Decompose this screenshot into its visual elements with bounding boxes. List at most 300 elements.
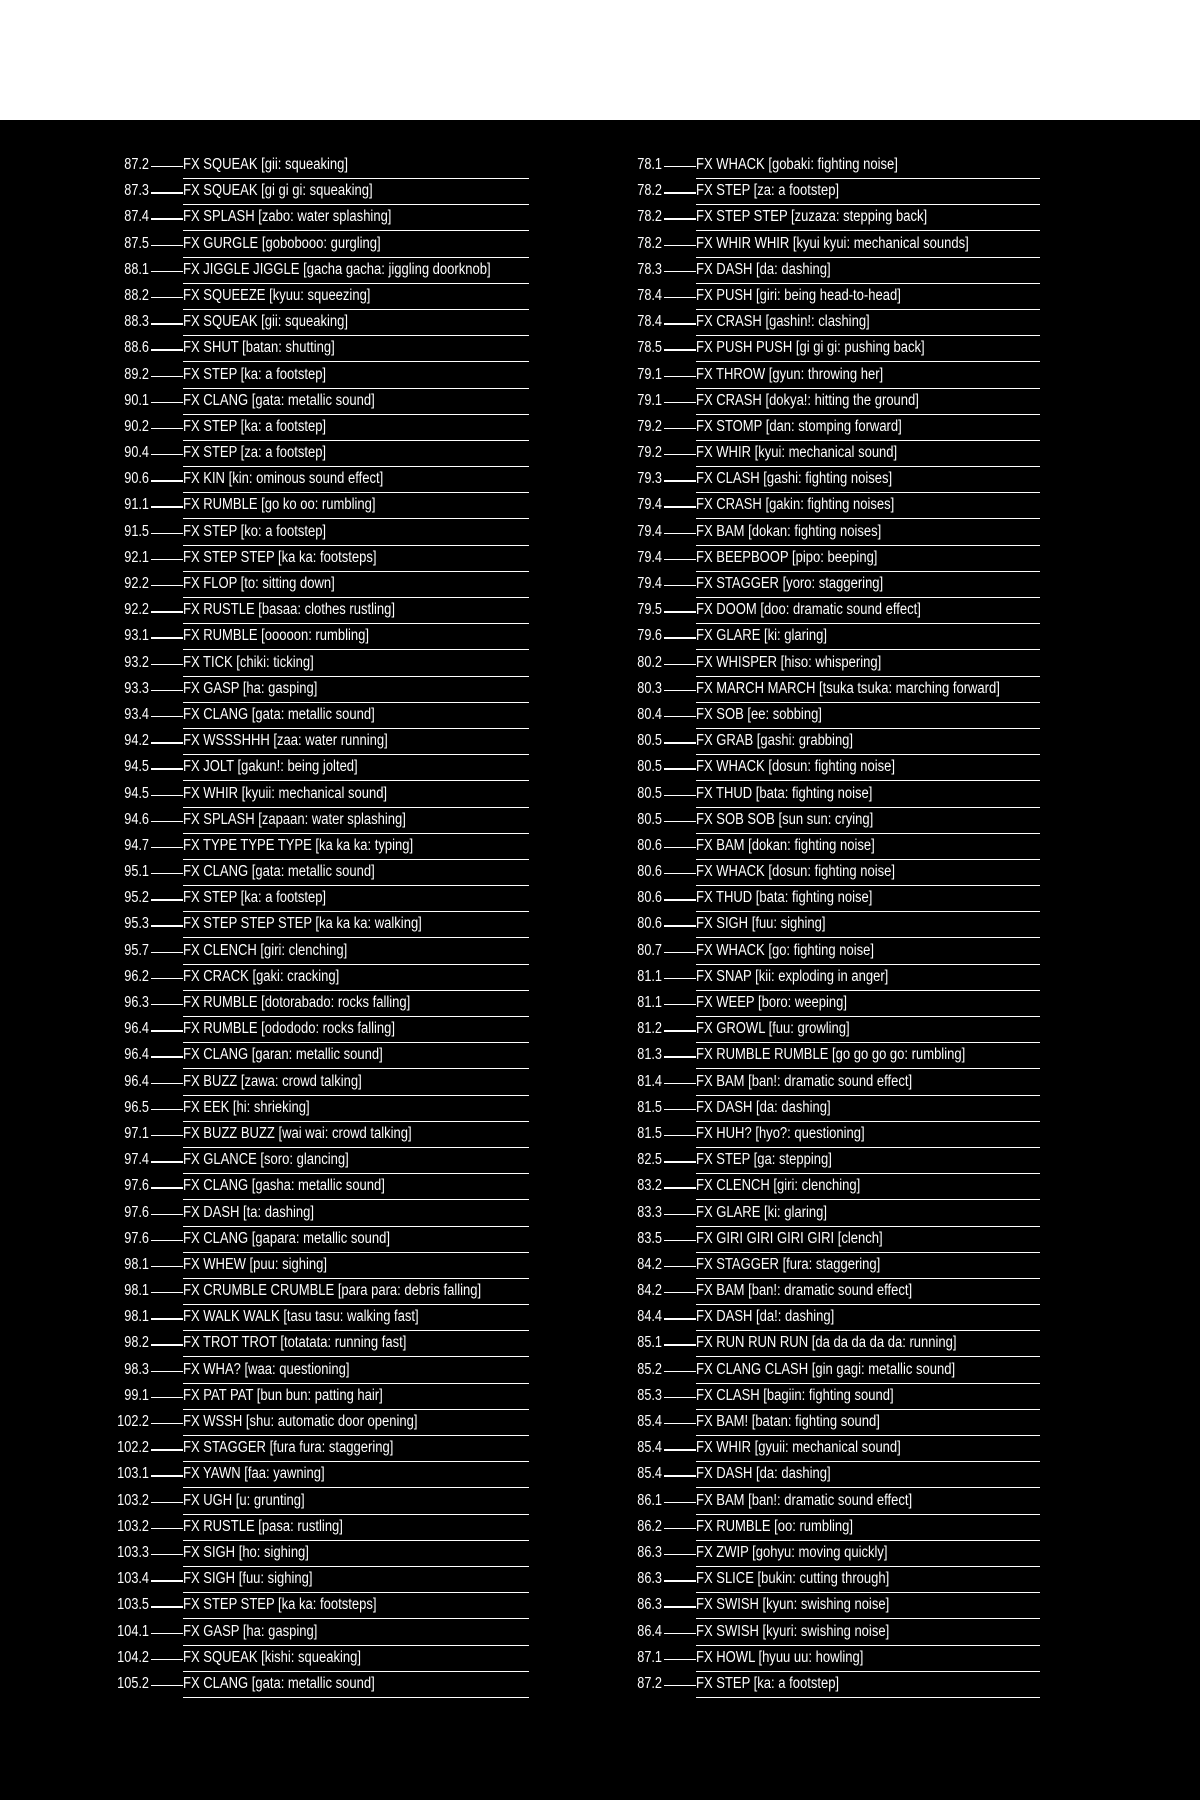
sfx-entry	[103, 836, 529, 862]
leader-line	[151, 821, 183, 822]
sfx-text-cell	[696, 1595, 1040, 1619]
leader-line	[151, 166, 183, 167]
sfx-entry	[103, 862, 529, 888]
sfx-entry	[103, 1622, 529, 1648]
sfx-text: FX CLENCH [giri: clenching]	[696, 1177, 861, 1195]
sfx-entry	[616, 155, 1040, 181]
page-number: 94.5	[124, 784, 149, 802]
sfx-text-cell	[696, 1229, 1040, 1253]
leader-line	[151, 1240, 183, 1241]
sfx-text-cell	[183, 914, 529, 938]
page-number: 86.3	[637, 1570, 662, 1588]
sfx-text-cell	[183, 993, 529, 1017]
sfx-text: FX HOWL [hyuu uu: howling]	[696, 1648, 864, 1666]
page-number: 78.5	[637, 339, 662, 357]
page-number: 79.2	[637, 417, 662, 435]
page-number: 104.2	[117, 1648, 149, 1666]
sfx-text: FX WHACK [gobaki: fighting noise]	[696, 156, 898, 173]
leader-line	[151, 1449, 183, 1450]
leader-line	[664, 1318, 696, 1319]
sfx-text: FX RUMBLE [odododo: rocks falling]	[183, 1020, 396, 1038]
leader-line	[151, 795, 183, 796]
leader-line	[664, 218, 696, 219]
sfx-entry	[616, 600, 1040, 626]
page-number: 87.4	[124, 208, 149, 226]
sfx-entry	[103, 312, 529, 338]
sfx-text-cell	[183, 836, 529, 860]
leader-line	[664, 1685, 696, 1686]
sfx-text: FX CLANG CLASH [gin gagi: metallic sound]	[696, 1360, 956, 1378]
page-number: 97.4	[124, 1151, 149, 1169]
leader-line	[664, 1554, 696, 1555]
page-number: 87.2	[124, 156, 149, 173]
leader-line	[151, 611, 183, 612]
sfx-text-cell	[183, 1333, 529, 1357]
sfx-text: FX SIGH [ho: sighing]	[183, 1543, 309, 1561]
sfx-text: FX EEK [hi: shrieking]	[183, 1098, 310, 1116]
leader-line	[151, 454, 183, 455]
page-number: 81.1	[637, 967, 662, 985]
page-number: 98.1	[124, 1308, 149, 1326]
sfx-text: FX STAGGER [yoro: staggering]	[696, 575, 884, 592]
page-number: 88.6	[124, 339, 149, 357]
leader-line	[664, 821, 696, 822]
sfx-text-cell	[696, 155, 1040, 179]
sfx-text-cell	[183, 810, 529, 834]
sfx-entry	[103, 1307, 529, 1333]
sfx-text: FX CLASH [gashi: fighting noises]	[696, 470, 893, 488]
leader-line	[151, 376, 183, 377]
sfx-text: FX GURGLE [gobobooo: gurgling]	[183, 234, 381, 252]
sfx-entry	[616, 1491, 1040, 1517]
sfx-entry	[103, 207, 529, 233]
sfx-entry	[103, 967, 529, 993]
sfx-entry	[616, 548, 1040, 574]
sfx-text: FX STEP STEP [zuzaza: stepping back]	[696, 208, 928, 226]
sfx-entry	[103, 1438, 529, 1464]
sfx-text: FX WHIR WHIR [kyui kyui: mechanical sounds]	[696, 234, 969, 252]
sfx-text: FX STEP [ka: a footstep]	[183, 417, 327, 435]
sfx-text-cell	[183, 234, 529, 258]
sfx-text: FX THROW [gyun: throwing her]	[696, 365, 884, 383]
sfx-text-cell	[696, 417, 1040, 441]
sfx-text-cell	[183, 941, 529, 965]
sfx-text-cell	[183, 1124, 529, 1148]
leader-line	[664, 978, 696, 979]
sfx-entry	[616, 1595, 1040, 1621]
sfx-entry	[103, 1255, 529, 1281]
sfx-text-cell	[696, 495, 1040, 519]
page-number: 85.4	[637, 1413, 662, 1430]
page-number: 78.4	[637, 286, 662, 304]
sfx-text: FX SQUEAK [gii: squeaking]	[183, 313, 348, 331]
sfx-text-cell	[696, 1360, 1040, 1384]
page-number: 103.5	[117, 1596, 149, 1614]
leader-line	[664, 847, 696, 848]
leader-line	[664, 1344, 696, 1345]
sfx-text: FX PUSH [giri: being head-to-head]	[696, 286, 901, 304]
page-number: 83.5	[637, 1229, 662, 1247]
sfx-text-cell	[183, 1464, 529, 1488]
page-number: 103.2	[117, 1517, 149, 1535]
page-number: 78.1	[637, 156, 662, 173]
leader-line	[151, 585, 183, 586]
sfx-entry	[103, 548, 529, 574]
sfx-text-cell	[183, 1569, 529, 1593]
page-number: 80.5	[637, 732, 662, 750]
leader-line	[664, 1633, 696, 1634]
sfx-text: FX MARCH MARCH [tsuka tsuka: marching forward]	[696, 679, 1000, 697]
sfx-text: FX WALK WALK [tasu tasu: walking fast]	[183, 1308, 419, 1326]
sfx-text: FX GIRI GIRI GIRI GIRI [clench]	[696, 1229, 883, 1247]
sfx-text-cell	[696, 1674, 1040, 1698]
page-number: 90.2	[124, 417, 149, 435]
sfx-text-cell	[696, 1386, 1040, 1410]
sfx-text: FX TICK [chiki: ticking]	[183, 653, 314, 671]
sfx-text-cell	[183, 391, 529, 415]
sfx-entry	[616, 1203, 1040, 1229]
leader-line	[664, 192, 696, 193]
page-number: 85.4	[637, 1465, 662, 1483]
sfx-text: FX CLANG [gata: metallic sound]	[183, 705, 375, 723]
leader-line	[151, 480, 183, 481]
sfx-text-cell	[696, 626, 1040, 650]
sfx-entry	[616, 260, 1040, 286]
page-number: 81.4	[637, 1072, 662, 1090]
page-number: 81.2	[637, 1020, 662, 1038]
page-number: 98.1	[124, 1255, 149, 1273]
sfx-text-cell	[183, 1622, 529, 1646]
leader-line	[664, 1083, 696, 1084]
leader-line	[664, 323, 696, 324]
leader-line	[664, 1292, 696, 1293]
page-number: 81.1	[637, 994, 662, 1011]
page-number: 79.4	[637, 575, 662, 592]
sfx-entry	[103, 338, 529, 364]
sfx-entry	[103, 1045, 529, 1071]
sfx-text-cell	[696, 1307, 1040, 1331]
sfx-text-cell	[183, 967, 529, 991]
sfx-text-cell	[696, 391, 1040, 415]
sfx-text-cell	[183, 1674, 529, 1698]
sfx-text-cell	[696, 1203, 1040, 1227]
sfx-text: FX WHIR [gyuii: mechanical sound]	[696, 1439, 901, 1457]
page-number: 90.4	[124, 444, 149, 462]
page-number: 82.5	[637, 1151, 662, 1169]
page-number: 93.3	[124, 679, 149, 697]
sfx-text-cell	[183, 1360, 529, 1384]
sfx-text-cell	[183, 548, 529, 572]
page-number: 78.2	[637, 234, 662, 252]
leader-line	[151, 768, 183, 769]
sfx-text-cell	[696, 469, 1040, 493]
sfx-entry	[103, 1543, 529, 1569]
page-number: 92.2	[124, 601, 149, 619]
sfx-text: FX SQUEAK [kishi: squeaking]	[183, 1648, 362, 1666]
leader-line	[664, 742, 696, 743]
page-number: 94.6	[124, 810, 149, 828]
sfx-entry	[103, 1595, 529, 1621]
sfx-text: FX CRASH [dokya!: hitting the ground]	[696, 391, 919, 409]
leader-line	[664, 166, 696, 167]
page-number: 98.3	[124, 1360, 149, 1378]
sfx-text-cell	[696, 207, 1040, 231]
page-number: 93.1	[124, 627, 149, 645]
leader-line	[151, 1214, 183, 1215]
sfx-text-cell	[183, 1438, 529, 1462]
sfx-text: FX BUZZ BUZZ [wai wai: crowd talking]	[183, 1124, 412, 1142]
sfx-text: FX CLENCH [giri: clenching]	[183, 941, 348, 959]
sfx-text-cell	[696, 1255, 1040, 1279]
sfx-text: FX STEP [ka: a footstep]	[183, 889, 327, 907]
leader-line	[151, 1502, 183, 1503]
sfx-entry	[616, 391, 1040, 417]
sfx-text: FX BUZZ [zawa: crowd talking]	[183, 1072, 362, 1090]
sfx-entry	[616, 1045, 1040, 1071]
sfx-entry	[103, 810, 529, 836]
sfx-entry	[103, 888, 529, 914]
leader-line	[664, 402, 696, 403]
page-number: 92.1	[124, 548, 149, 566]
leader-line	[664, 1502, 696, 1503]
leader-line	[151, 1109, 183, 1110]
leader-line	[664, 1056, 696, 1057]
sfx-text: FX CRASH [gakin: fighting noises]	[696, 496, 895, 514]
page-number: 93.2	[124, 653, 149, 671]
page-number: 83.3	[637, 1203, 662, 1221]
sfx-text: FX DASH [da: dashing]	[696, 260, 831, 278]
sfx-text: FX DASH [ta: dashing]	[183, 1203, 314, 1221]
page-number: 86.1	[637, 1491, 662, 1509]
sfx-text-cell	[183, 1281, 529, 1305]
sfx-text: FX STEP [ka: a footstep]	[696, 1674, 840, 1692]
sfx-text-cell	[696, 836, 1040, 860]
page-number: 80.6	[637, 915, 662, 933]
page-number: 85.4	[637, 1439, 662, 1457]
leader-line	[151, 1083, 183, 1084]
sfx-text-cell	[183, 286, 529, 310]
sfx-text: FX KIN [kin: ominous sound effect]	[183, 470, 384, 488]
sfx-text-cell	[696, 810, 1040, 834]
leader-line	[664, 1423, 696, 1424]
sfx-text-cell	[696, 862, 1040, 886]
sfx-text: FX GLARE [ki: glaring]	[696, 1203, 827, 1221]
page-number: 87.5	[124, 234, 149, 252]
sfx-text-cell	[696, 1412, 1040, 1436]
sfx-entry	[616, 522, 1040, 548]
sfx-text: FX SWISH [kyuri: swishing noise]	[696, 1622, 890, 1640]
page-number: 102.2	[117, 1413, 149, 1430]
sfx-text: FX WSSH [shu: automatic door opening]	[183, 1413, 418, 1430]
sfx-text: FX DASH [da!: dashing]	[696, 1308, 835, 1326]
sfx-entry	[616, 1386, 1040, 1412]
sfx-text-cell	[183, 731, 529, 755]
sfx-entry	[103, 1098, 529, 1124]
sfx-entry	[616, 1229, 1040, 1255]
leader-line	[664, 899, 696, 900]
sfx-text: FX RUSTLE [pasa: rustling]	[183, 1517, 343, 1535]
sfx-text: FX WHACK [dosun: fighting noise]	[696, 863, 896, 881]
page-number: 94.2	[124, 732, 149, 750]
page-number: 90.1	[124, 391, 149, 409]
sfx-entry	[103, 1072, 529, 1098]
sfx-entry	[103, 1333, 529, 1359]
page-number: 95.2	[124, 889, 149, 907]
sfx-text-cell	[696, 1019, 1040, 1043]
sfx-text: FX BAM! [batan: fighting sound]	[696, 1413, 880, 1430]
leader-line	[664, 768, 696, 769]
sfx-entry	[616, 338, 1040, 364]
sfx-text-cell	[696, 1124, 1040, 1148]
sfx-text-cell	[183, 862, 529, 886]
sfx-text-cell	[696, 443, 1040, 467]
sfx-text: FX BAM [ban!: dramatic sound effect]	[696, 1491, 913, 1509]
leader-line	[151, 218, 183, 219]
page-number: 81.5	[637, 1098, 662, 1116]
page-number: 79.1	[637, 365, 662, 383]
sfx-text-cell	[183, 1386, 529, 1410]
sfx-text: FX SPLASH [zapaan: water splashing]	[183, 810, 406, 828]
page-number: 90.6	[124, 470, 149, 488]
sfx-text: FX THUD [bata: fighting noise]	[696, 889, 873, 907]
page-number: 84.4	[637, 1308, 662, 1326]
sfx-text-cell	[183, 784, 529, 808]
sfx-text: FX DOOM [doo: dramatic sound effect]	[696, 601, 921, 619]
sfx-entry	[103, 600, 529, 626]
sfx-entry	[616, 836, 1040, 862]
sfx-entry	[103, 653, 529, 679]
sfx-entry	[616, 1176, 1040, 1202]
sfx-text: FX GRAB [gashi: grabbing]	[696, 732, 854, 750]
page-number: 105.2	[117, 1674, 149, 1692]
leader-line	[664, 690, 696, 691]
sfx-text: FX CRACK [gaki: cracking]	[183, 967, 340, 985]
leader-line	[151, 1344, 183, 1345]
sfx-entry	[103, 784, 529, 810]
sfx-text-cell	[696, 1464, 1040, 1488]
leader-line	[151, 428, 183, 429]
leader-line	[664, 1135, 696, 1136]
leader-line	[664, 952, 696, 953]
sfx-text-cell	[183, 207, 529, 231]
sfx-text: FX TYPE TYPE TYPE [ka ka ka: typing]	[183, 836, 414, 854]
leader-line	[151, 1135, 183, 1136]
sfx-text-cell	[696, 260, 1040, 284]
sfx-text: FX WHIR [kyuii: mechanical sound]	[183, 784, 388, 802]
sfx-entry	[616, 679, 1040, 705]
sfx-text: FX CLANG [gapara: metallic sound]	[183, 1229, 390, 1247]
leader-line	[664, 533, 696, 534]
sfx-entry	[616, 784, 1040, 810]
page-number: 94.5	[124, 758, 149, 776]
leader-line	[151, 402, 183, 403]
sfx-entry	[103, 1203, 529, 1229]
sfx-text: FX STEP [ga: stepping]	[696, 1151, 832, 1169]
sfx-text-cell	[696, 914, 1040, 938]
sfx-text: FX YAWN [faa: yawning]	[183, 1465, 325, 1483]
sfx-entry	[103, 1124, 529, 1150]
sfx-text: FX BAM [ban!: dramatic sound effect]	[696, 1282, 913, 1300]
sfx-entry	[616, 312, 1040, 338]
leader-line	[151, 1685, 183, 1686]
leader-line	[664, 1109, 696, 1110]
leader-line	[151, 1030, 183, 1031]
sfx-text: FX RUMBLE [dotorabado: rocks falling]	[183, 994, 411, 1011]
page-number: 103.2	[117, 1491, 149, 1509]
leader-line	[151, 1397, 183, 1398]
page-number: 80.2	[637, 653, 662, 671]
leader-line	[151, 271, 183, 272]
sfx-entry	[616, 862, 1040, 888]
page-number: 79.4	[637, 522, 662, 540]
sfx-text: FX SQUEEZE [kyuu: squeezing]	[183, 286, 371, 304]
leader-line	[664, 1240, 696, 1241]
leader-line	[664, 1528, 696, 1529]
leader-line	[151, 297, 183, 298]
sfx-text: FX STAGGER [fura fura: staggering]	[183, 1439, 394, 1457]
sfx-text: FX STEP [ka: a footstep]	[183, 365, 327, 383]
sfx-text-cell	[183, 1595, 529, 1619]
sfx-entry	[616, 705, 1040, 731]
sfx-text: FX SWISH [kyun: swishing noise]	[696, 1596, 890, 1614]
sfx-text: FX RUMBLE [go ko oo: rumbling]	[183, 496, 376, 514]
sfx-entry	[616, 757, 1040, 783]
sfx-entry	[616, 993, 1040, 1019]
page-number: 88.3	[124, 313, 149, 331]
sfx-text: FX STEP STEP [ka ka: footsteps]	[183, 548, 377, 566]
sfx-text-cell	[183, 522, 529, 546]
sfx-text: FX WHACK [go: fighting noise]	[696, 941, 875, 959]
leader-line	[151, 978, 183, 979]
sfx-entry	[103, 391, 529, 417]
sfx-text-cell	[696, 1098, 1040, 1122]
leader-line	[664, 1606, 696, 1607]
leader-line	[664, 637, 696, 638]
sfx-entry	[103, 1281, 529, 1307]
leader-line	[151, 506, 183, 507]
sfx-text-cell	[183, 1229, 529, 1253]
leader-line	[151, 559, 183, 560]
page-number: 98.2	[124, 1334, 149, 1352]
sfx-text: FX CRASH [gashin!: clashing]	[696, 313, 870, 331]
page-number: 79.2	[637, 444, 662, 462]
sfx-entry	[616, 626, 1040, 652]
sfx-text: FX SQUEAK [gii: squeaking]	[183, 156, 348, 173]
sfx-entry	[616, 1464, 1040, 1490]
sfx-text-cell	[696, 993, 1040, 1017]
sfx-entry	[616, 417, 1040, 443]
sfx-text: FX WEEP [boro: weeping]	[696, 994, 848, 1011]
sfx-text: FX STEP STEP STEP [ka ka ka: walking]	[183, 915, 422, 933]
leader-line	[151, 349, 183, 350]
sfx-text: FX SHUT [batan: shutting]	[183, 339, 335, 357]
sfx-list-left	[103, 155, 529, 1700]
sfx-entry	[616, 181, 1040, 207]
leader-line	[151, 1004, 183, 1005]
sfx-text-cell	[183, 1543, 529, 1567]
page-number: 81.5	[637, 1124, 662, 1142]
leader-line	[664, 795, 696, 796]
sfx-entry	[103, 1674, 529, 1700]
sfx-entry	[103, 626, 529, 652]
sfx-entry	[103, 1150, 529, 1176]
sfx-entry	[103, 1412, 529, 1438]
page-number: 91.1	[124, 496, 149, 514]
sfx-text-cell	[696, 1176, 1040, 1200]
leader-line	[151, 664, 183, 665]
sfx-entry	[103, 1491, 529, 1517]
leader-line	[664, 1449, 696, 1450]
